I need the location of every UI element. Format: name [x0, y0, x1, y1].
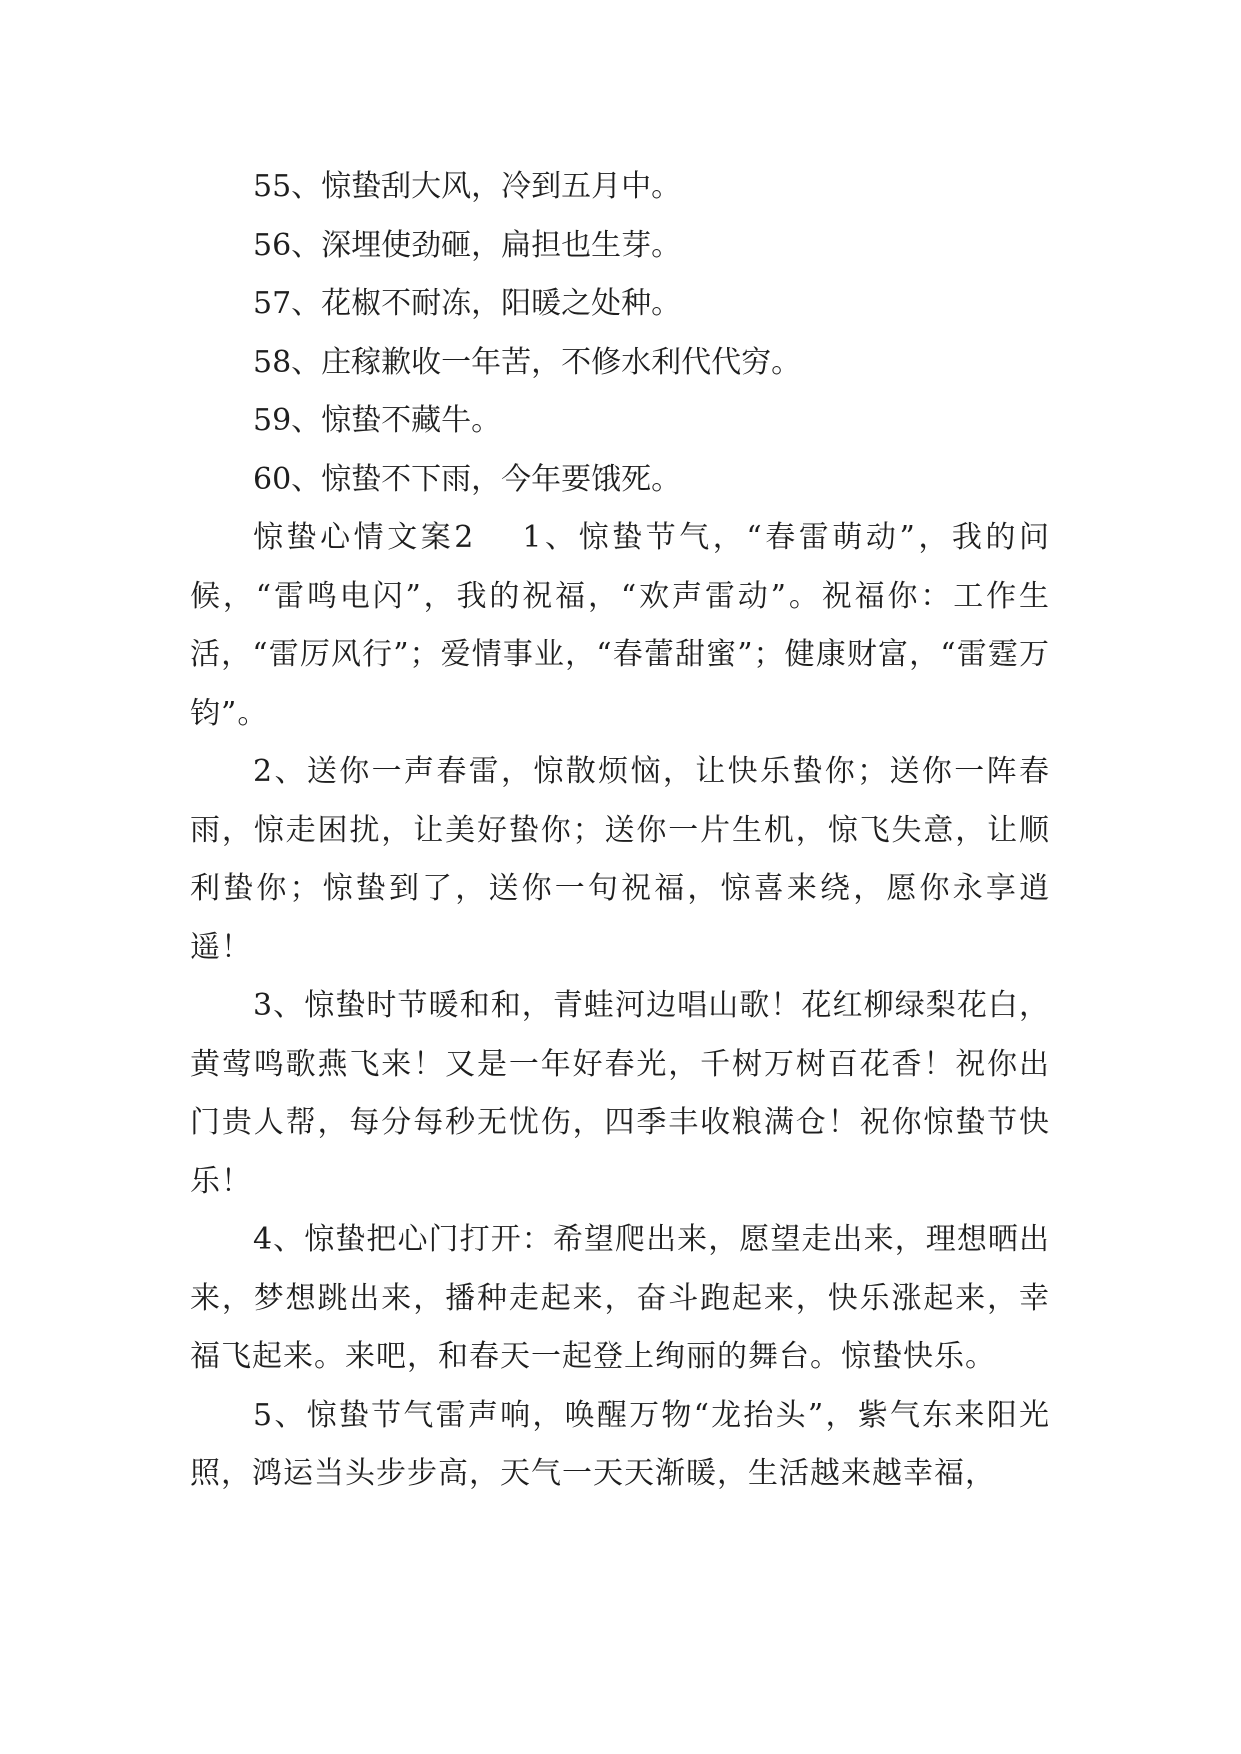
paragraph-2: 2、送你一声春雷，惊散烦恼，让快乐蛰你；送你一阵春雨，惊走困扰，让美好蛰你；送你一片生机，惊飞失意，让顺利蛰你；惊蛰到了，送你一句祝福，惊喜来绕，愿你永享逍遥！: [190, 754, 1050, 965]
proverb-line-55: 55、惊蛰刮大风，冷到五月中。: [253, 169, 682, 204]
document-body: [190, 158, 1050, 1504]
paragraph-3: 3、惊蛰时节暖和和，青蛙河边唱山歌！花红柳绿梨花白，黄莺鸣歌燕飞来！又是一年好春光，千树万树百花香！祝你出门贵人帮，每分每秒无忧伤，四季丰收粮满仓！祝你惊蛰节快乐！: [190, 988, 1050, 1199]
proverb-line-59: 59、惊蛰不藏牛。: [253, 403, 502, 438]
paragraph-5: 5、惊蛰节气雷声响，唤醒万物“龙抬头”，紫气东来阳光照，鸿运当头步步高，天气一天天渐暖，生活越来越幸福，: [190, 1397, 1050, 1491]
paragraph-1-text: 1、惊蛰节气，“春雷萌动”，我的问候，“雷鸣电闪”，我的祝福，“欢声雷动”。祝福你：工作生活，“雷厉风行”；爱情事业，“春蕾甜蜜”；健康财富，“雷霆万钧”。: [190, 520, 1050, 731]
proverb-line-58: 58、庄稼歉收一年苦，不修水利代代穷。: [253, 344, 802, 380]
section-first-paragraph: [190, 509, 1050, 743]
proverb-line-57: 57、花椒不耐冻，阳暖之处种。: [253, 286, 682, 321]
proverb-line-60: 60、惊蛰不下雨，今年要饿死。: [253, 461, 682, 497]
section-title: 惊蛰心情文案2: [253, 520, 475, 555]
paragraph-4: 4、惊蛰把心门打开：希望爬出来，愿望走出来，理想晒出来，梦想跳出来，播种走起来，奋斗跑起来，快乐涨起来，幸福飞起来。来吧，和春天一起登上绚丽的舞台。惊蛰快乐。: [190, 1222, 1050, 1374]
proverb-line-56: 56、深埋使劲砸，扁担也生芽。: [253, 227, 682, 263]
